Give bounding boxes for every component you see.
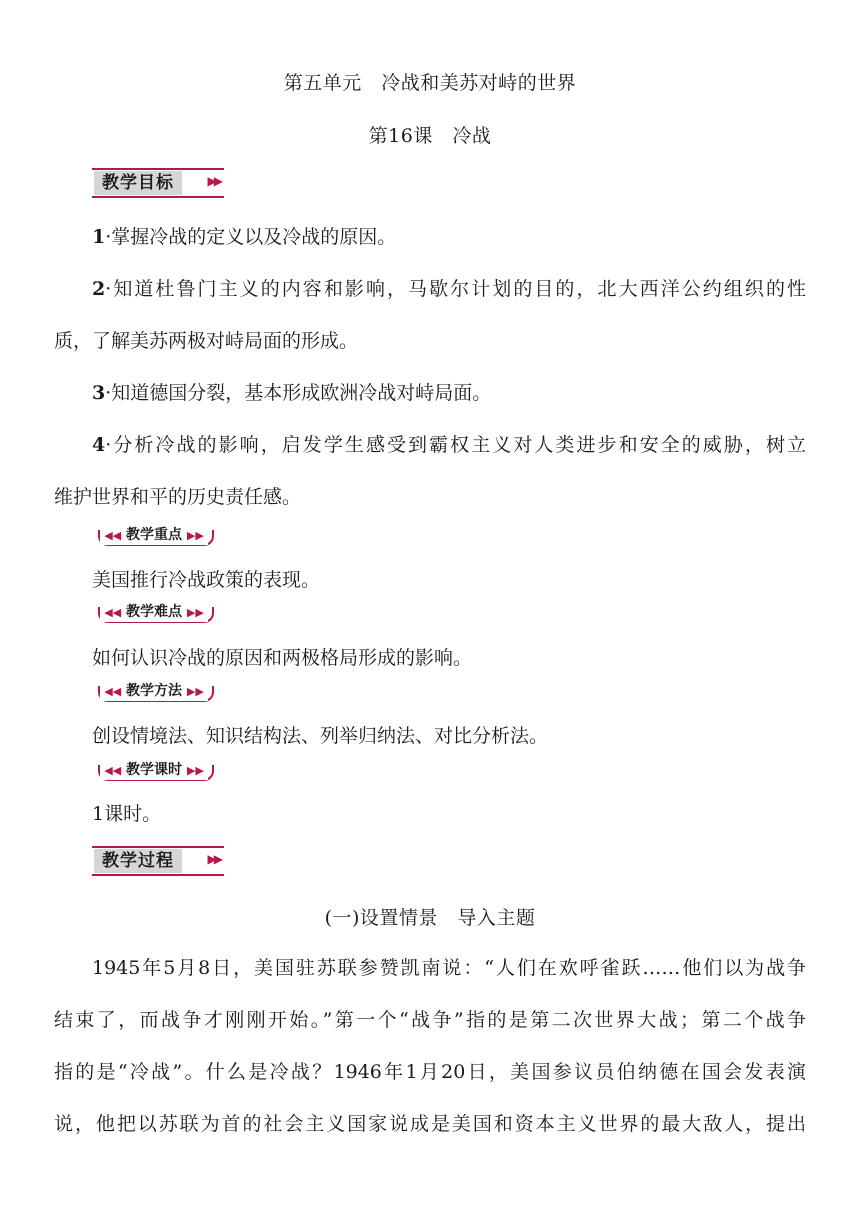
hours-heading: ◀◀ 教学课时 ▶▶ [92,762,216,782]
process-heading [92,846,224,876]
left-arrow-icon: ◀◀ [104,606,122,619]
process-sub-heading: (一)设置情景 导入主题 [324,907,536,929]
method-text: 创设情境法、知识结构法、列举归纳法、对比分析法。 [92,725,549,747]
right-arrow-icon: ▶▶ [186,764,204,777]
process-line-4: 说，他把以苏联为首的社会主义国家说成是美国和资本主义世界的最大敌人，提出 [54,1113,806,1135]
process-line-1: 1945年5月8日，美国驻苏联参赞凯南说：“人们在欢呼雀跃……他们以为战争 [92,957,806,979]
double-arrow-icon: ▶▶ [207,852,220,866]
objective-item-4: 4·分析冷战的影响，启发学生感受到霸权主义对人类进步和安全的威胁，树立 [92,434,806,456]
difficulty-text: 如何认识冷战的原因和两极格局形成的影响。 [92,647,473,669]
double-arrow-icon: ▶▶ [207,174,220,188]
objective-item-2: 2·知道杜鲁门主义的内容和影响，马歇尔计划的目的，北大西洋公约组织的性 [92,278,806,300]
difficulty-heading: ◀◀ 教学难点 ▶▶ [92,604,216,624]
left-arrow-icon: ◀◀ [104,764,122,777]
objective-item-2-cont: 质，了解美苏两极对峙局面的形成。 [54,330,359,352]
objective-item-3: 3·知道德国分裂，基本形成欧洲冷战对峙局面。 [92,382,492,404]
right-arrow-icon: ▶▶ [186,606,204,619]
right-arrow-icon: ▶▶ [186,529,204,542]
right-arrow-icon: ▶▶ [186,685,204,698]
left-arrow-icon: ◀◀ [104,685,122,698]
unit-title: 第五单元 冷战和美苏对峙的世界 [283,72,577,94]
process-line-3: 指的是“冷战”。什么是冷战？1946年1月20日，美国参议员伯纳德在国会发表演 [54,1061,806,1083]
method-heading: ◀◀ 教学方法 ▶▶ [92,683,216,703]
key-point-text: 美国推行冷战政策的表现。 [92,569,321,591]
key-point-heading: ◀◀ 教学重点 ▶▶ [92,527,216,547]
objectives-heading-label: 教学目标 [94,171,182,195]
process-line-2: 结束了，而战争才刚刚开始。”第一个“战争”指的是第二次世界大战；第二个战争 [54,1009,806,1031]
left-arrow-icon: ◀◀ [104,529,122,542]
hours-text: 1课时。 [92,803,162,825]
process-heading-label: 教学过程 [94,849,182,873]
objectives-heading [92,168,224,198]
objective-item-1: 1·掌握冷战的定义以及冷战的原因。 [92,226,397,248]
lesson-title: 第16课 冷战 [368,125,492,147]
objective-item-4-cont: 维护世界和平的历史责任感。 [54,486,302,508]
